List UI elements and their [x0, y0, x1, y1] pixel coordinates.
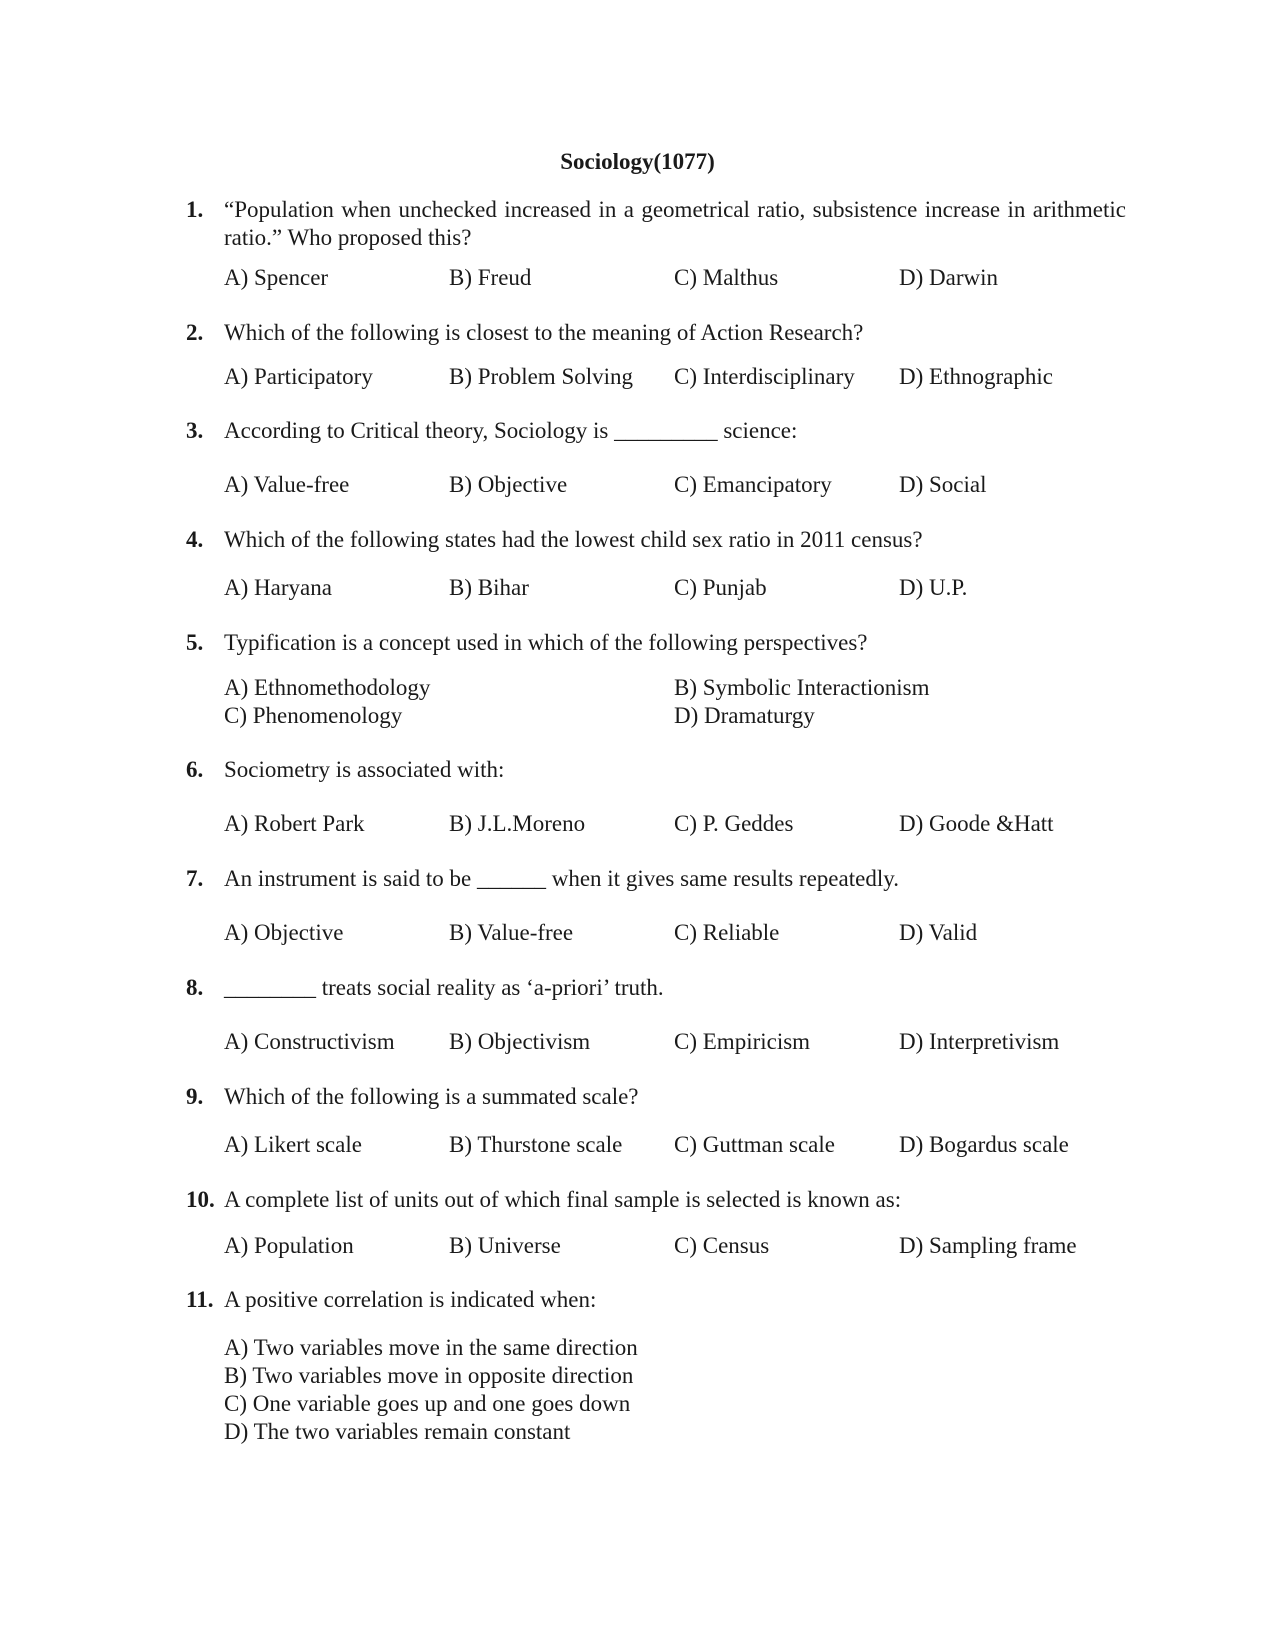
option-a[interactable]: A) Ethnomethodology: [224, 675, 431, 700]
question-number: 4.: [186, 527, 204, 552]
question-number: 8.: [186, 975, 204, 1000]
option-b[interactable]: B) Bihar: [449, 575, 529, 600]
question-number: 5.: [186, 630, 204, 655]
question-number: 10.: [186, 1187, 215, 1212]
options-8: [224, 1028, 1124, 1056]
options-7: [224, 919, 1124, 947]
option-d[interactable]: D) Valid: [899, 920, 978, 945]
option-c[interactable]: C) Empiricism: [674, 1029, 811, 1054]
question-text: An instrument is said to be ______ when it gives same results repeatedly.: [224, 866, 899, 891]
option-a[interactable]: A) Population: [224, 1233, 354, 1258]
option-c[interactable]: C) Punjab: [674, 575, 767, 600]
option-c[interactable]: C) Interdisciplinary: [674, 364, 855, 389]
question-text: ________ treats social reality as ‘a-priori’ truth.: [224, 975, 664, 1000]
question-text: Which of the following is closest to the meaning of Action Research?: [224, 320, 864, 345]
option-b[interactable]: B) Problem Solving: [449, 364, 634, 389]
option-c[interactable]: C) Reliable: [674, 920, 780, 945]
option-a[interactable]: A) Two variables move in the same direction: [224, 1335, 638, 1360]
paper-title: Sociology(1077): [560, 149, 715, 174]
option-c[interactable]: C) Malthus: [674, 265, 779, 290]
option-c[interactable]: C) Phenomenology: [224, 703, 403, 728]
option-b[interactable]: B) Objectivism: [449, 1029, 591, 1054]
question-text: Which of the following states had the lowest child sex ratio in 2011 census?: [224, 527, 923, 552]
option-b[interactable]: B) Objective: [449, 472, 568, 497]
option-a[interactable]: A) Spencer: [224, 265, 329, 290]
question-number: 9.: [186, 1084, 204, 1109]
question-1: [186, 196, 1126, 252]
option-d[interactable]: D) Bogardus scale: [899, 1132, 1069, 1157]
question-number: 11.: [186, 1287, 214, 1312]
option-d[interactable]: D) Darwin: [899, 265, 998, 290]
option-d[interactable]: D) U.P.: [899, 575, 968, 600]
option-b[interactable]: B) Freud: [449, 265, 532, 290]
option-b[interactable]: B) Two variables move in opposite direction: [224, 1363, 634, 1388]
question-text: Which of the following is a summated scale?: [224, 1084, 639, 1109]
options-1: [224, 264, 1124, 292]
question-number: 3.: [186, 418, 204, 443]
option-b[interactable]: B) Thurstone scale: [449, 1132, 623, 1157]
option-a[interactable]: A) Likert scale: [224, 1132, 362, 1157]
question-10: [186, 1186, 1126, 1214]
question-text: Sociometry is associated with:: [224, 757, 505, 782]
option-d[interactable]: D) Sampling frame: [899, 1233, 1077, 1258]
question-number: 1.: [186, 197, 204, 222]
question-8: [186, 974, 1126, 1002]
options-9: [224, 1131, 1124, 1159]
question-text: Typification is a concept used in which of the following perspectives?: [224, 630, 868, 655]
option-d[interactable]: D) Goode &Hatt: [899, 811, 1054, 836]
question-number: 2.: [186, 320, 204, 345]
option-a[interactable]: A) Constructivism: [224, 1029, 395, 1054]
option-b[interactable]: B) Symbolic Interactionism: [674, 675, 930, 700]
question-5: [186, 629, 1126, 657]
option-d[interactable]: D) Interpretivism: [899, 1029, 1060, 1054]
options-6: [224, 810, 1124, 838]
options-4: [224, 574, 1124, 602]
option-c[interactable]: C) One variable goes up and one goes down: [224, 1391, 631, 1416]
question-text: A positive correlation is indicated when:: [224, 1287, 597, 1312]
question-number: 7.: [186, 866, 204, 891]
option-b[interactable]: B) J.L.Moreno: [449, 811, 586, 836]
option-a[interactable]: A) Value-free: [224, 472, 350, 497]
question-11: [186, 1286, 1126, 1314]
option-b[interactable]: B) Value-free: [449, 920, 574, 945]
question-text: “Population when unchecked increased in a geometrical ratio, subsistence increase in arithmetic ratio.” Who proposed this?: [224, 197, 1126, 250]
question-6: [186, 756, 1126, 784]
question-9: [186, 1083, 1126, 1111]
question-number: 6.: [186, 757, 204, 782]
option-a[interactable]: A) Haryana: [224, 575, 332, 600]
question-text: According to Critical theory, Sociology is _________ science:: [224, 418, 798, 443]
options-5: [224, 674, 1124, 730]
option-d[interactable]: D) Dramaturgy: [674, 703, 815, 728]
question-2: [186, 319, 1126, 347]
option-a[interactable]: A) Participatory: [224, 364, 373, 389]
options-2: [224, 363, 1124, 391]
option-d[interactable]: D) Ethnographic: [899, 364, 1053, 389]
question-text: A complete list of units out of which final sample is selected is known as:: [224, 1187, 902, 1212]
option-a[interactable]: A) Objective: [224, 920, 344, 945]
option-c[interactable]: C) Guttman scale: [674, 1132, 835, 1157]
option-b[interactable]: B) Universe: [449, 1233, 561, 1258]
question-7: [186, 865, 1126, 893]
option-a[interactable]: A) Robert Park: [224, 811, 365, 836]
options-10: [224, 1232, 1124, 1260]
options-3: [224, 471, 1124, 499]
options-11: [224, 1334, 1124, 1446]
option-c[interactable]: C) Census: [674, 1233, 770, 1258]
option-c[interactable]: C) P. Geddes: [674, 811, 794, 836]
option-c[interactable]: C) Emancipatory: [674, 472, 832, 497]
question-4: [186, 526, 1126, 554]
option-d[interactable]: D) Social: [899, 472, 987, 497]
question-3: [186, 417, 1126, 445]
option-d[interactable]: D) The two variables remain constant: [224, 1419, 571, 1444]
